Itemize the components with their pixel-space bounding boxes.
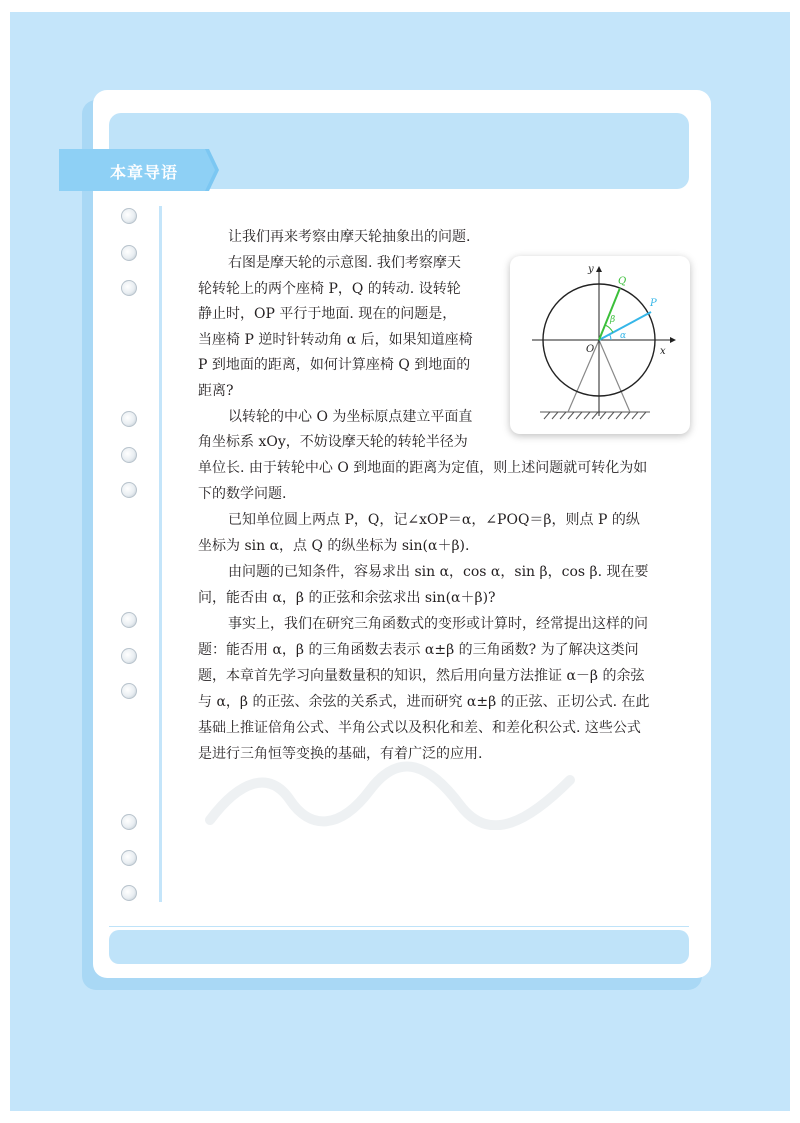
text-line: 与 α，β 的正弦、余弦的关系式，进而研究 α±β 的正弦、正切公式. 在此 [198,694,650,710]
text-line: 基础上推证倍角公式、半角公式以及积化和差、和差化积公式. 这些公式 [198,720,641,736]
beta-arc [605,325,613,333]
text-line: 单位长. 由于转轮中心 O 到地面的距离为定值，则上述问题就可转化为如 [198,460,648,476]
binding-hole [121,814,137,830]
text-line: 事实上，我们在研究三角函数式的变形或计算时，经常提出这样的问 [228,616,648,632]
binding-spine [159,206,162,902]
footer-divider [109,926,689,927]
ferris-wheel-figure [510,256,690,434]
text-line: 让我们再来考察由摩天轮抽象出的问题. [228,229,471,245]
text-line: 题：能否用 α，β 的三角函数去表示 α±β 的三角函数? 为了解决这类问 [198,642,639,658]
text-line: 由问题的已知条件，容易求出 sin α，cos α，sin β，cos β. 现在要 [228,564,649,580]
text-line: 当座椅 P 逆时针转动角 α 后，如果知道座椅 [198,332,473,348]
text-line: 距离? [198,383,234,399]
text-line: 下的数学问题. [198,486,287,502]
text-line: 已知单位圆上两点 P，Q，记∠xOP＝α，∠POQ＝β，则点 P 的纵 [228,512,640,528]
section-title: 本章导语 [110,163,179,182]
label-q: Q [618,276,627,287]
text-line: 角坐标系 xOy，不妨设摩天轮的转轮半径为 [198,434,468,450]
binding-hole [121,245,137,261]
binding-hole [121,612,137,628]
binding-hole [121,208,137,224]
notebook-card [93,90,711,978]
label-alpha: α [620,331,627,341]
alpha-arc [610,334,612,340]
label-beta: β [610,315,616,325]
text-line: 以转轮的中心 O 为坐标原点建立平面直 [228,409,473,425]
label-y: y [588,264,594,275]
text-line: 问，能否由 α，β 的正弦和余弦求出 sin(α＋β)? [198,590,496,606]
text-line: 轮转轮上的两个座椅 P，Q 的转动. 设转轮 [198,281,461,297]
binding-hole [121,683,137,699]
footer-band [109,930,689,964]
text-line: 是进行三角恒等变换的基础，有着广泛的应用. [198,746,483,762]
binding-hole [121,850,137,866]
text-line: 题，本章首先学习向量数量积的知识，然后用向量方法推证 α－β 的余弦 [198,668,645,684]
text-line: 右图是摩天轮的示意图. 我们考察摩天 [228,255,461,271]
support-leg [568,340,599,412]
label-p: P [650,298,657,309]
text-line: 坐标为 sin α，点 Q 的纵坐标为 sin(α＋β). [198,538,470,554]
binding-hole [121,648,137,664]
support-leg [599,340,630,412]
segment-oq [599,288,620,340]
ground-hatch [540,412,650,419]
binding-hole [121,482,137,498]
label-x: x [660,346,666,357]
text-line: 静止时，OP 平行于地面. 现在的问题是， [198,306,457,322]
binding-hole [121,411,137,427]
text-line: P 到地面的距离，如何计算座椅 Q 到地面的 [198,357,471,373]
watermark-graphic [200,760,580,830]
binding-hole [121,447,137,463]
label-origin: O [586,344,595,355]
binding-hole [121,885,137,901]
binding-hole [121,280,137,296]
